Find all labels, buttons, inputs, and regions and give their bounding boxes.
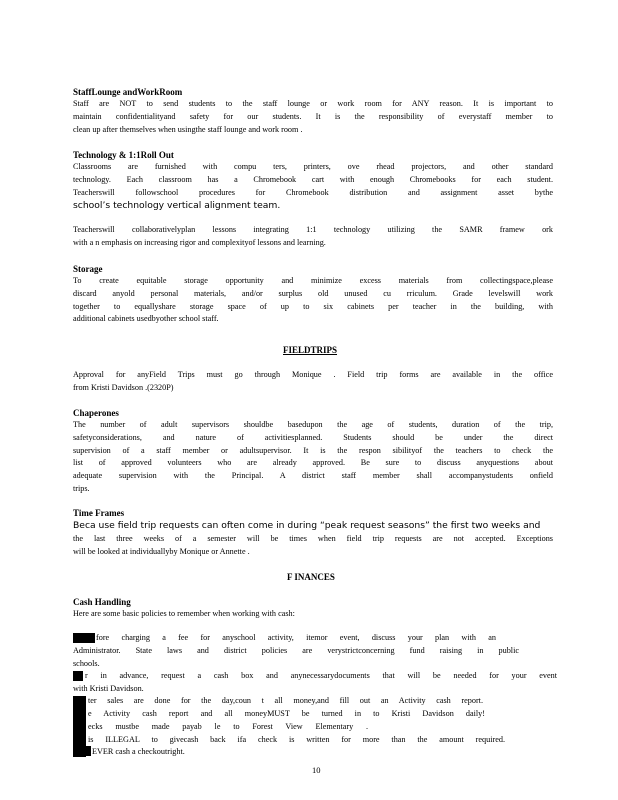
time-frames-heading: Time Frames — [73, 508, 125, 518]
redaction-block — [73, 633, 95, 643]
finances-item-line: EVER cash a checkoutright. — [92, 747, 185, 756]
page-number: 10 — [312, 765, 321, 775]
staff-lounge-line: maintain confidentialityand safety for our students. It is the responsibility of everystaff member to — [73, 112, 553, 121]
chaperones-line: safetyconsiderations, and nature of activitiesplanned. Students should be under the direct — [73, 433, 553, 442]
chaperones-line: The number of adult supervisors shouldbe basedupon the age of students, duration of the trip, — [73, 420, 553, 429]
finances-item-line: is ILLEGAL to givecash back ifa check is written for more than the amount required. — [88, 735, 505, 744]
technology-line: technology. Each classroom has a Chromebook cart with enough Chromebooks for each student. — [73, 175, 553, 184]
time-frames-large-line: Beca use field trip requests can often come in during “peak request seasons” the first two weeks and — [73, 520, 541, 531]
finances-para2-line: with Kristi Davidson. — [73, 684, 144, 693]
redaction-block — [73, 746, 91, 756]
staff-lounge-line: Staff are NOT to send students to the staff lounge or work room for ANY reason. It is important to — [73, 99, 553, 108]
finances-para1-line: fore charging a fee for anyschool activity, itemor event, discuss your plan with an — [96, 633, 496, 642]
technology-large-line: school’s technology vertical alignment team. — [73, 200, 281, 211]
storage-heading: Storage — [73, 264, 103, 274]
technology-para2-line: with a n emphasis on increasing rigor and complexityof lessons and learning. — [73, 238, 326, 247]
finances-para2-line: r in advance, request a cash box and anynecessarydocuments that will be needed for your event — [85, 671, 557, 680]
chaperones-line: supervision of a staff member or adultsupervisor. It is the respon sibilityof the teachers to check the — [73, 446, 553, 455]
finances-para1-line: Administrator. State laws and district policies are verystrictconcerning fund raising in public — [73, 646, 519, 655]
fieldtrips-title: FIELDTRIPS — [283, 345, 338, 355]
technology-line: Teacherswill followschool procedures for Chromebook distribution and assignment asset bythe — [73, 188, 553, 197]
cash-handling-heading: Cash Handling — [73, 597, 131, 607]
finances-item-line: ecks mustbe made payab le to Forest View Elementary . — [88, 722, 368, 731]
storage-line: discard anyold personal materials, and/or surplus old unused cu rriculum. Grade levelswill work — [73, 289, 553, 298]
fieldtrips-line: Approval for anyField Trips must go through Monique . Field trip forms are available in the office — [73, 370, 553, 379]
finances-title: F INANCES — [287, 572, 335, 582]
chaperones-heading: Chaperones — [73, 408, 119, 418]
finances-item-line: ter sales are done for the day,coun t all money,and fill out an Activity cash report. — [88, 696, 483, 705]
staff-lounge-line: clean up after themselves when usingthe staff lounge and work room . — [73, 125, 303, 134]
storage-line: together to equallyshare storage space of up to six cabinets per teacher in the building, with — [73, 302, 553, 311]
chaperones-line: list of approved volunteers who are already approved. Be sure to discuss anyquestions about — [73, 458, 553, 467]
redaction-block — [73, 671, 83, 681]
fieldtrips-line: from Kristi Davidson .(2320P) — [73, 383, 174, 392]
chaperones-line: trips. — [73, 484, 90, 493]
cash-handling-intro: Here are some basic policies to remember when working with cash: — [73, 609, 295, 618]
finances-para1-line: schools. — [73, 659, 100, 668]
time-frames-line: will be looked at individuallyby Monique or Annette . — [73, 547, 250, 556]
staff-lounge-heading: StaffLounge andWorkRoom — [73, 87, 183, 97]
chaperones-line: adequate supervision with the Principal. A district staff member shall accompanystudents onfield — [73, 471, 553, 480]
storage-line: additional cabinets usedbyother school staff. — [73, 314, 219, 323]
technology-para2-line: Teacherswill collaborativelyplan lessons integrating 1:1 technology utilizing the SAMR framew ork — [73, 225, 553, 234]
technology-line: Classrooms are furnished with compu ters, printers, ove rhead projectors, and other standard — [73, 162, 553, 171]
time-frames-line: the last three weeks of a semester will be times when field trip requests are not accepted. Exceptions — [73, 534, 553, 543]
finances-item-line: e Activity cash report and all moneyMUST be turned in to Kristi Davidson daily! — [88, 709, 485, 718]
storage-line: To create equitable storage opportunity and minimize excess materials from collectingspace,please — [73, 276, 553, 285]
technology-heading: Technology & 1:1Roll Out — [73, 150, 174, 160]
